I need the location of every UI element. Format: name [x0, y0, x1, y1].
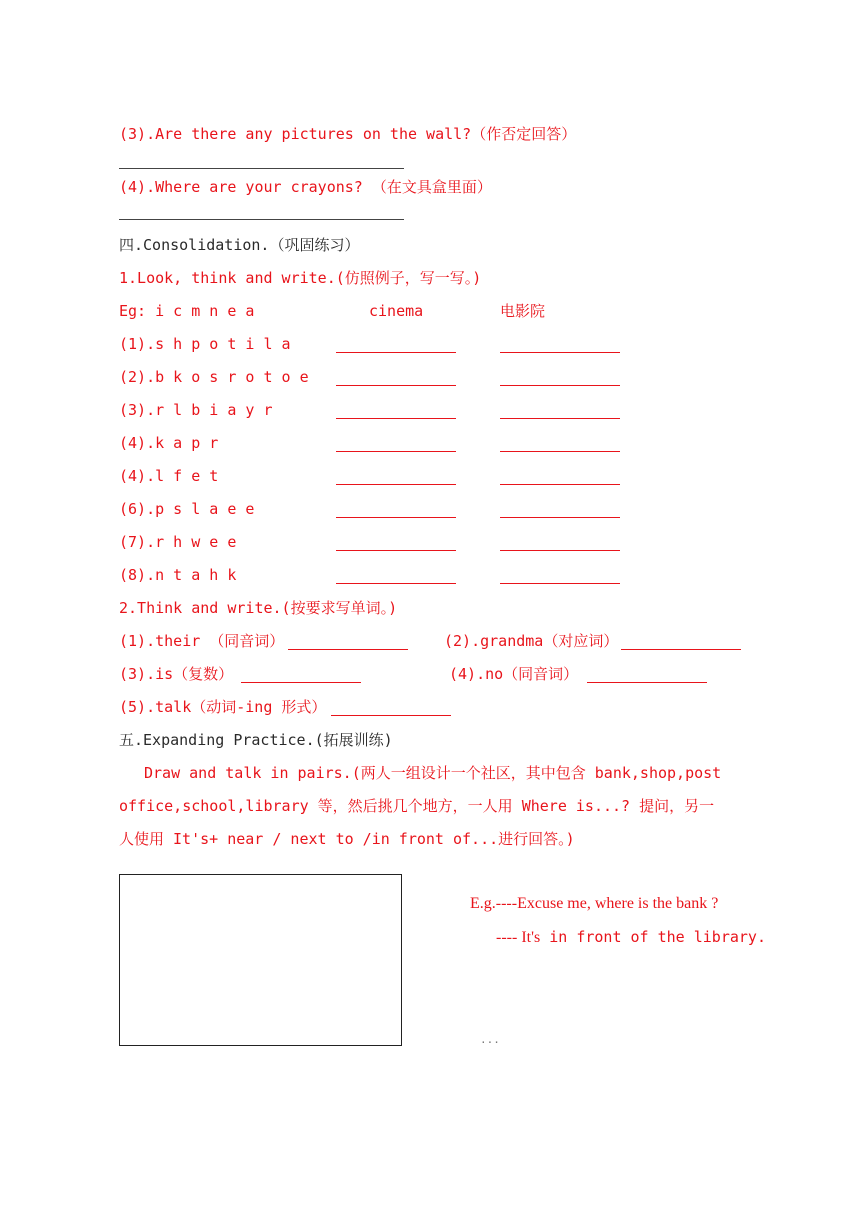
word-task: (1).their （同音词） — [119, 632, 285, 650]
word-task-blank[interactable] — [621, 649, 741, 650]
example-meaning: 电影院 — [500, 302, 546, 320]
answer-line-4[interactable] — [119, 219, 404, 220]
meaning-blank[interactable] — [500, 550, 620, 551]
task-paragraph-line-1: Draw and talk in pairs.(两人一组设计一个社区，其中包含 bank,shop,post — [144, 764, 722, 782]
word-task: (5).talk（动词-ing 形式） — [119, 698, 327, 716]
word-blank[interactable] — [336, 451, 456, 452]
question-3: (3).Are there any pictures on the wall?（作否定回答） — [119, 125, 577, 143]
meaning-blank[interactable] — [500, 451, 620, 452]
task-paragraph-line-2: office,school,library 等，然后挑几个地方，一人用 Where is...? 提问，另一 — [119, 797, 715, 815]
word-task-blank[interactable] — [331, 715, 451, 716]
scramble-item: (2).b k o s r o t o e — [119, 368, 309, 386]
ellipsis: ... — [480, 1033, 500, 1046]
word-blank[interactable] — [336, 385, 456, 386]
section-5-title: 五.Expanding Practice.(拓展训练) — [119, 731, 393, 749]
dialog-line-1: E.g.----Excuse me, where is the bank ? — [470, 895, 719, 912]
word-blank[interactable] — [336, 418, 456, 419]
meaning-blank[interactable] — [500, 352, 620, 353]
task-paragraph-line-3: 人使用 It's+ near / next to /in front of...进行回答。) — [119, 830, 575, 848]
drawing-box[interactable] — [119, 874, 402, 1046]
scramble-item: (4).k a p r — [119, 434, 219, 452]
part-1-instruction: 1.Look, think and write.(仿照例子，写一写。) — [119, 269, 482, 287]
answer-line-3[interactable] — [119, 168, 404, 169]
word-blank[interactable] — [336, 583, 456, 584]
meaning-blank[interactable] — [500, 418, 620, 419]
scramble-item: (3).r l b i a y r — [119, 401, 273, 419]
word-task: (4).no（同音词） — [449, 665, 579, 683]
part-2-instruction: 2.Think and write.(按要求写单词。) — [119, 599, 398, 617]
example-letters: Eg: i c m n e a — [119, 302, 255, 320]
question-4: (4).Where are your crayons? （在文具盒里面） — [119, 178, 492, 196]
meaning-blank[interactable] — [500, 484, 620, 485]
word-task: (2).grandma（对应词） — [444, 632, 619, 650]
word-blank[interactable] — [336, 352, 456, 353]
meaning-blank[interactable] — [500, 385, 620, 386]
scramble-item: (7).r h w e e — [119, 533, 237, 551]
dialog-line-2 — [496, 927, 766, 948]
word-blank[interactable] — [336, 484, 456, 485]
scramble-item: (4).l f e t — [119, 467, 219, 485]
word-task: (3).is（复数） — [119, 665, 234, 683]
word-task-blank[interactable] — [587, 682, 707, 683]
scramble-item: (8).n t a h k — [119, 566, 237, 584]
scramble-item: (1).s h p o t i l a — [119, 335, 291, 353]
meaning-blank[interactable] — [500, 517, 620, 518]
dialog-line-2-lead: ---- It's — [496, 929, 541, 946]
scramble-item: (6).p s l a e e — [119, 500, 255, 518]
word-blank[interactable] — [336, 517, 456, 518]
word-task-blank[interactable] — [288, 649, 408, 650]
section-4-title: 四.Consolidation.（巩固练习） — [119, 236, 360, 254]
dialog-line-2-rest: in front of the library. — [540, 928, 766, 946]
word-task-blank[interactable] — [241, 682, 361, 683]
word-blank[interactable] — [336, 550, 456, 551]
example-word: cinema — [369, 302, 424, 320]
meaning-blank[interactable] — [500, 583, 620, 584]
